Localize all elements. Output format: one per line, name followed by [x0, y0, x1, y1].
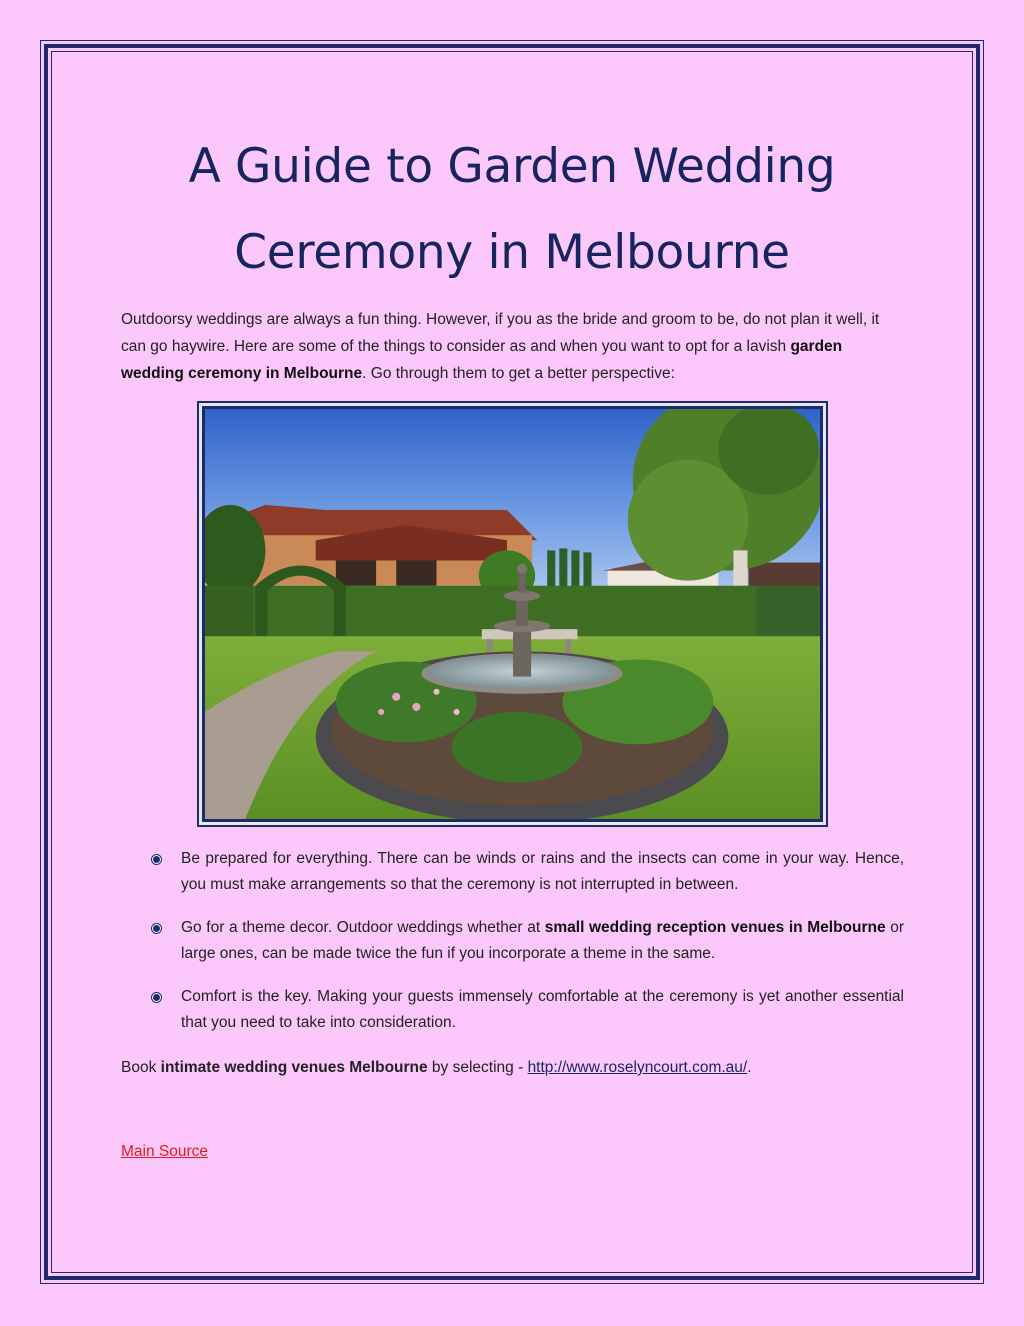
garden-fountain-photo	[202, 406, 823, 822]
bullet-icon	[152, 993, 161, 1002]
tip-bold-keyword: small wedding reception venues in Melbourne	[544, 919, 886, 936]
neighbour-house-right	[749, 562, 820, 588]
booking-middle: by selecting -	[427, 1059, 528, 1076]
list-item	[148, 984, 904, 1036]
tip-text-end: or large ones, can be made twice the fun if you incorporate a theme in the same.	[181, 919, 905, 962]
garden-scene-illustration	[205, 409, 820, 819]
list-item	[148, 846, 904, 898]
booking-suffix: .	[747, 1059, 752, 1076]
bullet-icon	[152, 924, 161, 933]
source-paragraph	[121, 1140, 208, 1164]
booking-bold-keyword: intimate wedding venues Melbourne	[160, 1059, 428, 1076]
house-window	[396, 560, 436, 585]
tip-text: Be prepared for everything. There can be winds or rains and the insects can come in your way. Hence, you must make arrangements so that the ceremony is not interrupted in between.	[181, 850, 904, 893]
booking-paragraph	[121, 1054, 906, 1081]
intro-text: Outdoorsy weddings are always a fun thing. However, if you as the bride and groom to be, do not plan it well, it can go haywire. Here are some of the things to consider as and when you want to opt for a lavish	[121, 311, 880, 355]
main-source-link[interactable]: Main Source	[121, 1143, 209, 1160]
booking-prefix: Book	[121, 1059, 161, 1076]
intro-text-end: . Go through them to get a better perspective:	[362, 365, 675, 382]
bullet-icon	[152, 855, 161, 864]
shrub	[452, 712, 583, 783]
tips-list	[148, 846, 904, 1053]
website-link[interactable]: http://www.roselyncourt.com.au/	[527, 1059, 748, 1076]
title-line-2: Ceremony in Melbourne	[234, 225, 790, 280]
garden-photo-frame	[197, 401, 828, 827]
intro-paragraph	[121, 306, 906, 387]
title-line-1: A Guide to Garden Wedding	[188, 139, 836, 194]
house-window	[336, 560, 376, 585]
list-item	[148, 915, 904, 967]
tip-text: Go for a theme decor. Outdoor weddings whether at	[181, 919, 545, 936]
page-title	[100, 124, 924, 296]
tip-text: Comfort is the key. Making your guests immensely comfortable at the ceremony is yet another essential that you need to take into consideration.	[181, 988, 904, 1031]
intro-bold-keyword: garden wedding ceremony in Melbourne	[121, 338, 843, 382]
fountain-column	[513, 626, 531, 676]
